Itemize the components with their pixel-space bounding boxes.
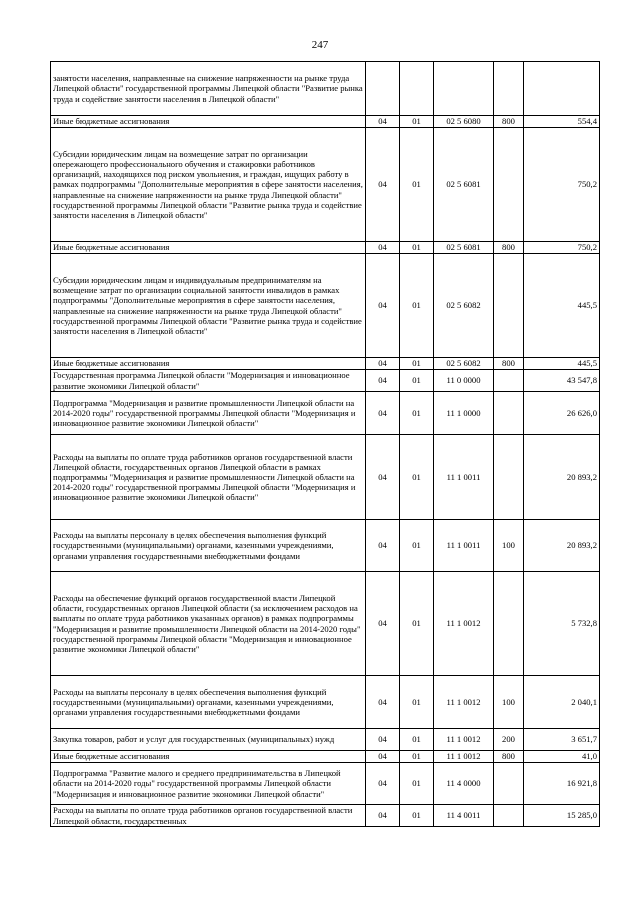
row-rz: 04: [366, 729, 400, 751]
table-row: [51, 116, 600, 128]
row-sum: 2 040,1: [524, 676, 600, 729]
row-name: Расходы на обеспечение функций органов государственной власти Липецкой области, государственных органов Липецкой области (за исключением расходов на выплаты по оплате труда работников указанных органов) в рамках подпрограммы "Модернизация и развитие промышленности Липецкой области на 2014-2020 годы" государственной программы Липецкой области "Модернизация и инновационное развитие экономики Липецкой области": [51, 572, 366, 676]
table-row: [51, 370, 600, 392]
row-sum: [524, 62, 600, 116]
row-name: Подпрограмма "Развитие малого и среднего предпринимательства в Липецкой области на 2014-2020 годы" государственной программы Липецкой области "Модернизация и инновационное развитие экономики Липецкой области": [51, 763, 366, 805]
row-name: Субсидии юридическим лицам и индивидуальным предпринимателям на возмещение затрат по организации социальной занятости инвалидов в рамках подпрограммы "Дополнительные мероприятия в сфере занятости населения, направленные на снижение напряженности на рынке труда Липецкой области" государственной программы Липецкой области "Развитие рынка труда и содействие занятости населения в Липецкой области": [51, 254, 366, 358]
row-csr: 11 1 0011: [434, 520, 494, 572]
row-name: Государственная программа Липецкой области "Модернизация и инновационное развитие экономики Липецкой области": [51, 370, 366, 392]
row-rz: 04: [366, 392, 400, 435]
row-vr: 800: [494, 116, 524, 128]
table-row: [51, 805, 600, 827]
row-sum: 3 651,7: [524, 729, 600, 751]
row-name: Закупка товаров, работ и услуг для государственных (муниципальных) нужд: [51, 729, 366, 751]
table-row: [51, 242, 600, 254]
row-pr: 01: [400, 128, 434, 242]
row-sum: 5 732,8: [524, 572, 600, 676]
row-sum: 41,0: [524, 751, 600, 763]
row-rz: 04: [366, 254, 400, 358]
row-vr: 800: [494, 358, 524, 370]
row-vr: 800: [494, 242, 524, 254]
row-vr: 100: [494, 676, 524, 729]
row-name: Расходы на выплаты по оплате труда работников органов государственной власти Липецкой области, государственных: [51, 805, 366, 827]
table-row: [51, 358, 600, 370]
row-name: Иные бюджетные ассигнования: [51, 116, 366, 128]
row-rz: 04: [366, 751, 400, 763]
row-name: Субсидии юридическим лицам на возмещение затрат по организации опережающего профессионального обучения и стажировки работников организаций, находящихся под риском увольнения, и граждан, ищущих работу в рамках подпрограммы "Дополнительные мероприятия в сфере занятости населения, направленные на снижение напряженности на рынке труда Липецкой области" государственной программы Липецкой области "Развитие рынка труда и содействие занятости населения в Липецкой области": [51, 128, 366, 242]
row-pr: 01: [400, 358, 434, 370]
row-csr: [434, 62, 494, 116]
row-sum: 445,5: [524, 254, 600, 358]
row-name: Иные бюджетные ассигнования: [51, 751, 366, 763]
row-rz: [366, 62, 400, 116]
row-sum: 750,2: [524, 242, 600, 254]
row-vr: 100: [494, 520, 524, 572]
row-vr: [494, 763, 524, 805]
row-csr: 11 4 0000: [434, 763, 494, 805]
row-pr: 01: [400, 520, 434, 572]
row-csr: 02 5 6081: [434, 242, 494, 254]
row-vr: [494, 805, 524, 827]
row-vr: [494, 392, 524, 435]
row-pr: 01: [400, 763, 434, 805]
row-sum: 43 547,8: [524, 370, 600, 392]
row-csr: 11 1 0012: [434, 729, 494, 751]
row-name: Иные бюджетные ассигнования: [51, 358, 366, 370]
row-vr: 800: [494, 751, 524, 763]
row-rz: 04: [366, 370, 400, 392]
row-pr: 01: [400, 805, 434, 827]
row-pr: 01: [400, 572, 434, 676]
row-rz: 04: [366, 763, 400, 805]
row-vr: [494, 254, 524, 358]
row-pr: 01: [400, 392, 434, 435]
row-sum: 20 893,2: [524, 520, 600, 572]
row-pr: 01: [400, 242, 434, 254]
row-pr: [400, 62, 434, 116]
row-vr: [494, 435, 524, 520]
row-name: Подпрограмма "Модернизация и развитие промышленности Липецкой области на 2014-2020 годы" государственной программы Липецкой области "Модернизация и инновационное развитие экономики Липецкой области": [51, 392, 366, 435]
row-sum: 26 626,0: [524, 392, 600, 435]
table-row: [51, 435, 600, 520]
table-row: [51, 729, 600, 751]
row-name: Расходы на выплаты персоналу в целях обеспечения выполнения функций государственными (муниципальными) органами, казенными учреждениями, органами управления государственными внебюджетными фондами: [51, 676, 366, 729]
row-csr: 11 1 0011: [434, 435, 494, 520]
row-rz: 04: [366, 572, 400, 676]
row-sum: 15 285,0: [524, 805, 600, 827]
row-rz: 04: [366, 520, 400, 572]
budget-table-body: [51, 62, 600, 827]
row-name: Расходы на выплаты персоналу в целях обеспечения выполнения функций государственными (муниципальными) органами, казенными учреждениями, органами управления государственными внебюджетными фондами: [51, 520, 366, 572]
row-rz: 04: [366, 805, 400, 827]
row-csr: 02 5 6082: [434, 254, 494, 358]
table-row: [51, 572, 600, 676]
budget-table: [50, 61, 600, 827]
row-pr: 01: [400, 435, 434, 520]
row-rz: 04: [366, 358, 400, 370]
row-rz: 04: [366, 116, 400, 128]
row-csr: 02 5 6082: [434, 358, 494, 370]
row-pr: 01: [400, 116, 434, 128]
row-sum: 445,5: [524, 358, 600, 370]
row-sum: 16 921,8: [524, 763, 600, 805]
row-name: занятости населения, направленные на снижение напряженности на рынке труда Липецкой области" государственной программы Липецкой области "Развитие рынка труда и содействие занятости населения в Липецкой области": [51, 62, 366, 116]
row-csr: 11 1 0012: [434, 572, 494, 676]
row-csr: 11 1 0012: [434, 751, 494, 763]
row-vr: [494, 572, 524, 676]
row-rz: 04: [366, 435, 400, 520]
row-vr: [494, 370, 524, 392]
row-csr: 11 1 0012: [434, 676, 494, 729]
table-row: [51, 128, 600, 242]
table-row: [51, 676, 600, 729]
row-csr: 11 4 0011: [434, 805, 494, 827]
table-row: [51, 763, 600, 805]
row-csr: 11 1 0000: [434, 392, 494, 435]
page-number: 247: [311, 39, 329, 51]
row-sum: 750,2: [524, 128, 600, 242]
row-csr: 02 5 6081: [434, 128, 494, 242]
table-row: [51, 254, 600, 358]
row-rz: 04: [366, 128, 400, 242]
table-row: [51, 751, 600, 763]
row-pr: 01: [400, 254, 434, 358]
row-vr: [494, 128, 524, 242]
table-row: [51, 520, 600, 572]
row-rz: 04: [366, 242, 400, 254]
row-pr: 01: [400, 729, 434, 751]
row-name: Иные бюджетные ассигнования: [51, 242, 366, 254]
row-sum: 20 893,2: [524, 435, 600, 520]
table-row: [51, 62, 600, 116]
row-rz: 04: [366, 676, 400, 729]
row-pr: 01: [400, 751, 434, 763]
row-csr: 11 0 0000: [434, 370, 494, 392]
row-vr: 200: [494, 729, 524, 751]
row-csr: 02 5 6080: [434, 116, 494, 128]
row-vr: [494, 62, 524, 116]
row-sum: 554,4: [524, 116, 600, 128]
table-row: [51, 392, 600, 435]
row-pr: 01: [400, 676, 434, 729]
row-name: Расходы на выплаты по оплате труда работников органов государственной власти Липецкой области, государственных органов Липецкой области в рамках подпрограммы "Модернизация и развитие промышленности Липецкой области на 2014-2020 годы" государственной программы Липецкой области "Модернизация и инновационное развитие экономики Липецкой области": [51, 435, 366, 520]
row-pr: 01: [400, 370, 434, 392]
